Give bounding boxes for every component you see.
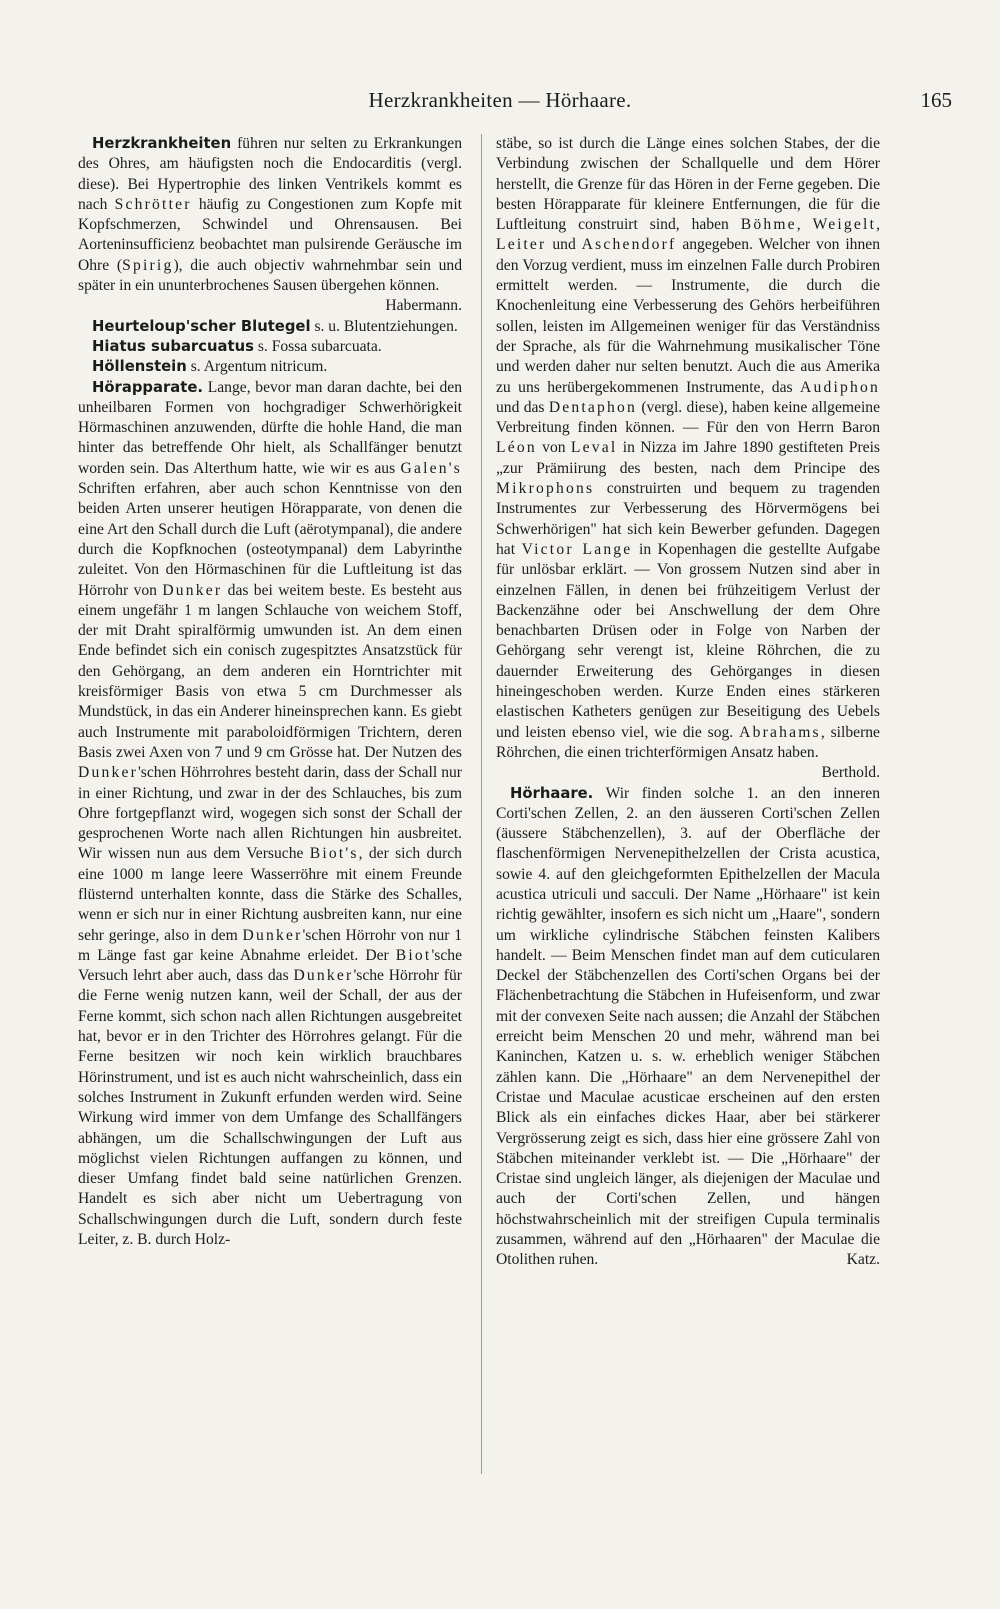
entry-hoerapparate-continued [496, 134, 881, 782]
author-name: Dunker [242, 926, 303, 944]
page-number: 165 [920, 88, 952, 112]
entry-text: in Nizza im Jahre 1890 gestifteten Preis „zur Prämiirung des besten, nach dem Principe des [496, 439, 880, 477]
entry-text: , [876, 216, 881, 234]
author-name: Leval [570, 439, 618, 457]
entry-text: Schriften erfahren, aber auch schon Kenntnisse von den beiden Arten unserer heutigen Hörapparate, von denen die eine Art den Schall durch die Luft (aërotympanal), die andere durch die Kopfknochen (osteotympanal) dem Labyrinthe zuleitet. Von den Hörmaschinen für die Luftleitung ist das Hörrohr von [78, 480, 462, 599]
author-name: Dunker [78, 764, 138, 782]
entry-text: s. Fossa subarcuata. [253, 337, 382, 355]
entry-text: (vergl. diese), haben keine allgemeine Verbreitung finden können. — Für den von Herrn Baron [496, 398, 880, 437]
headword: Höllenstein [92, 358, 187, 376]
left-column [78, 134, 462, 1250]
entry-hiatus [78, 337, 462, 357]
entry-text: und das [496, 398, 549, 416]
entry-text: 'sche Hörrohr für die Ferne wenig nutzen kann, weil der Schall, der aus der Ferne kommt, sich schon nach allen Richtungen ausgebreitet hat, bevor er in den Trichter des Hörrohres gelangt. Für die Ferne besitzen wir noch kein wirklich brauchbares Hörinstrument, und ist es auch nicht wahrscheinlich, dass ein solches Instrument in Zukunft erfunden werden wird. Seine Wirkung wird immer von dem Umfange des Schallfängers abhängen, um die Schallschwingungen der Luft aus möglichst vielen Richtungen auffangen zu können, und dieser Umfang findet bald seine natürlichen Grenzen. Handelt es sich aber nicht um Uebertragung von Schallschwingungen durch die Luft, sondern durch feste Leiter, z. B. durch Holz- [78, 967, 462, 1249]
author-name: Dunker [162, 581, 223, 599]
term-spaced: Mikrophons [496, 480, 595, 498]
entry-text: angegeben. Welcher von ihnen den Vorzug verdient, muss im einzelnen Falle durch Probiren ermittelt werden. — Instrumente, die durch die Knochenleitung eine Verbesserung des Gehörs herbeiführen sollen, leisten im Allgemeinen weniger für das Verständniss der Sprache, als für die Wahrnehmung musikalischer Töne und werden daher nur selten benutzt. Auch die aus Amerika zu uns herübergekommenen Instrumente, das [496, 236, 880, 396]
author-name: Leiter [496, 236, 547, 254]
author-name: Böhme [740, 216, 797, 234]
author-name: Spirig [122, 256, 174, 274]
entry-text: s. u. Blutentziehungen. [310, 317, 458, 335]
entry-text: construirten und bequem zu tragenden Instrumentes zur Verbesserung des Hörvermögens bei Schwerhörigen" hat sich kein Bewerber gefunden. Dagegen hat [496, 480, 880, 558]
author-name: Léon [496, 439, 537, 457]
term-spaced: Audiphon [800, 378, 880, 396]
author-name: Biot [395, 946, 432, 964]
headword: Herzkrankheiten [92, 135, 232, 152]
entry-text: 'schen Höhrrohres besteht darin, dass der Schall nur in einer Richtung, und zwar in der des Schlauches, bis zum Ohre fortgepflanzt wird, wogegen sich sonst der Schall der gesprochenen Worte nach allen Richtungen hin ausbreitet. Wir wissen nun aus dem Versuche [78, 764, 462, 863]
headword: Hiatus subarcuatus [92, 337, 254, 355]
entry-herzkrankheiten [78, 134, 463, 315]
headword: Hörapparate. [92, 378, 204, 396]
entry-hoellenstein [78, 357, 462, 377]
author-name: Weigelt [812, 216, 877, 234]
entry-text: führen nur selten zu Erkrankungen des Ohres, am häufigsten noch die Endocarditis (vergl. diese). Bei Hypertrophie des linken Ventrikels kommt es nach [78, 135, 462, 213]
entry-text: stäbe, so ist durch die Länge eines solchen Stabes, der die Verbindung zwischen der Schallquelle und dem Hörer herstellt, die Grenze für das Hören in der Ferne gegeben. Die besten Hörapparate für kleinere Entfernungen, die für die Luftleitung construirt sind, haben [496, 135, 880, 234]
author-name: Victor Lange [521, 540, 633, 558]
entry-text: , silberne Röhrchen, die einen trichterförmigen Ansatz haben. [496, 723, 880, 761]
author-name: Schrötter [114, 195, 192, 213]
entry-text: Wir finden solche 1. an den inneren Corti'schen Zellen, 2. an den äusseren Corti'schen Zellen (äussere Stäbchenzellen), 3. auf der Oberfläche der flaschenförmigen Nervenepithelzellen der Crista acustica, sowie 4. auf den gleichgeformten Epithelzellen der Macula acustica utriculi und sacculi. Der Name „Hörhaare" ist kein richtig gewählter, insofern es sich nicht um „Haare", sondern um wirkliche cylindrische Stäbchen feinsten Kalibers handelt. — Beim Menschen findet man auf dem cuticularen Deckel der Stäbchenzellen des Corti'schen Organs bei der Flächenbetrachtung die Stäbchen in Hufeisenform, und zwar mit der convexen Seite nach aussen; die Anzahl der Stäbchen erreicht beim Menschen 20 und mehr, während man bei Kaninchen, Katzen u. s. w. erheblich weniger Stäbchen zählen kann. Die „Hörhaare" an dem Nervenepithel der Cristae und Maculae acusticae erscheinen auf den ersten Blick als ein einfaches dickes Haar, aber bei stärkerer Vergrösserung zeigt es sich, dass hier eine grössere Zahl von Stäbchen miteinander verklebt ist. — Die „Hörhaare" der Cristae sind ungleich länger, als diejenigen der Maculae und auch der Corti'schen Zellen, und hängen höchstwahrscheinlich mit der streifigen Cupula terminalis zusammen, während auf den „Hörhaaren" der Maculae die Otolithen ruhen. [496, 784, 880, 1269]
entry-hoerapparate [78, 378, 462, 1251]
entry-text: 'sche Versuch lehrt aber auch, dass das [78, 946, 462, 985]
entry-text: und [546, 236, 582, 254]
entry-text: Lange, bevor man daran dachte, bei den unheilbaren Formen von hochgradiger Schwerhörigkeit Hörmaschinen anzuwenden, dürfte die hohle Hand, die man hinter das betreffende Ohr hielt, als Schallfänger benutzt worden sein. Das Alterthum hatte, wie wir es aus [78, 378, 462, 477]
column-divider [481, 134, 482, 1474]
entry-author: Katz. [846, 1251, 880, 1269]
author-name: Dunker [293, 967, 354, 985]
author-name: Aschendorf [581, 236, 677, 254]
entry-author: Habermann. [385, 297, 462, 315]
entry-heurteloup [78, 317, 462, 337]
author-name: Galen's [400, 459, 462, 477]
right-column [496, 134, 880, 1271]
entry-text: das bei weitem beste. Es besteht aus einem ungefähr 1 m langen Schlauche von weichem Stoff, der mit Draht spiralförmig umwunden ist. An dem einen Ende befindet sich ein conisch zugespitztes Ansatzstück für den Gehörgang, an dem anderen ein Horntrichter mit kreisförmiger Basis von etwa 5 cm Durchmesser als Mundstück, in das ein Anderer hineinsprechen kann. Es giebt auch Instrumente mit paraboloidförmigen Trichtern, deren Basis zwei Axen von 7 und 9 cm Grösse hat. Der Nutzen des [78, 581, 462, 761]
entry-text: s. Argentum nitricum. [186, 358, 328, 376]
entry-text: ), die auch objectiv wahrnehmbar sein und später in ein ununterbrochenes Sausen übergehen können. [78, 256, 463, 295]
headword: Heurteloup'scher Blutegel [92, 317, 311, 335]
entry-text: häufig zu Congestionen zum Kopfe mit Kopfschmerzen, Schwindel und Ohrensausen. Bei Aorteninsufficienz beobachtet man pulsirende Geräusche im Ohre ( [78, 195, 462, 274]
author-name: Biot's [309, 845, 359, 863]
entry-text: 'schen Hörrohr von nur 1 m Länge fast gar keine Abnahme erleidet. Der [78, 926, 462, 964]
entry-text: , der sich durch eine 1000 m lange leere Wasserröhre mit einem Freunde flüsternd unterhalten konnte, dass die Stärke des Schalles, wenn er sich nur in einer Richtung ausbreiten kann, nur eine sehr geringe, also in dem [78, 845, 462, 944]
entry-author: Berthold. [821, 764, 880, 782]
author-name: Abrahams [739, 723, 821, 741]
headword: Hörhaare. [510, 784, 594, 802]
term-spaced: Dentaphon [548, 398, 638, 416]
entry-text: in Kopenhagen die gestellte Aufgabe für unlösbar erklärt. — Von grossem Nutzen sind aber in einzelnen Fällen, in denen bei frühzeitigem Verlust der Backenzähne oder bei Anschwellung der dem Ohre benachbarten Drüsen oder in Folge von Narben der Gehörgang sehr verengt ist, kleine Röhrchen, die zu dauernder Erweiterung des Gehörganges in diesen hineingeschoben werden. Kurze Enden eines stärkeren elastischen Katheters genügen zur Beseitigung des Uebels und leisten ebenso viel, wie die sog. [496, 540, 880, 741]
running-title: Herzkrankheiten — Hörhaare. [368, 88, 632, 112]
entry-hoerhaare [496, 784, 880, 1271]
entry-text: , [796, 216, 813, 234]
entry-text: von [536, 439, 571, 457]
